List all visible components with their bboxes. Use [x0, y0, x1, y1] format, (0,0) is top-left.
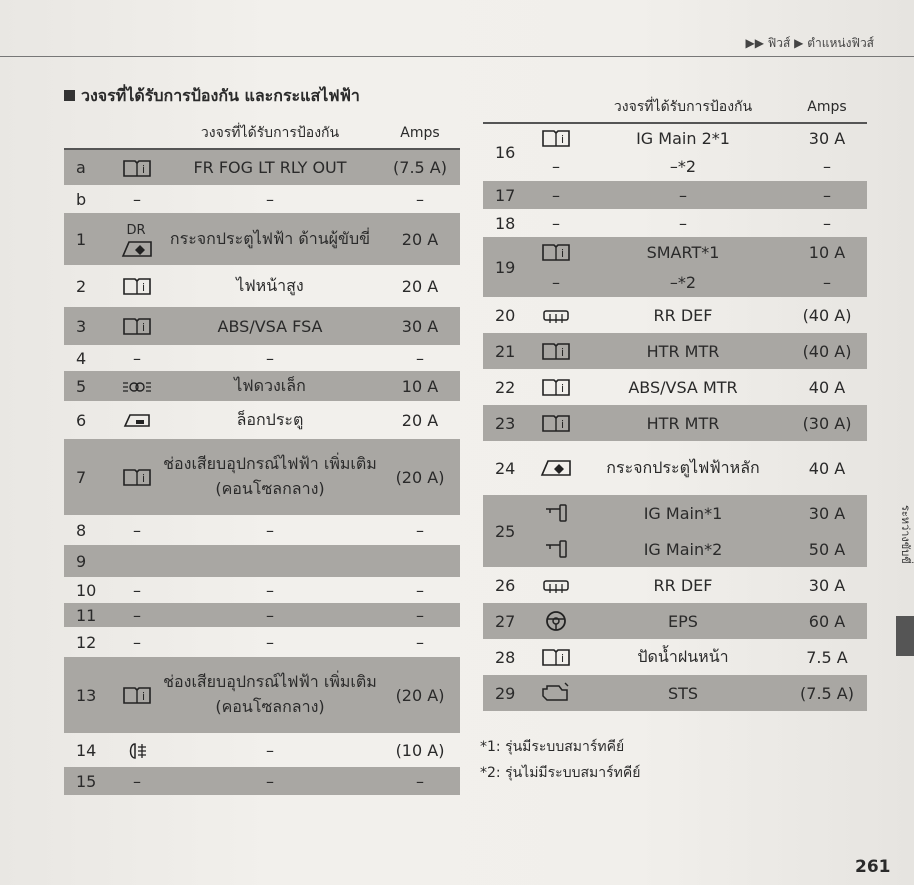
fuse-circuit: ช่องเสียบอุปกรณ์ไฟฟ้า เพิ่มเติม (คอนโซลกลาง) [160, 657, 380, 733]
fuse-number: 9 [64, 545, 114, 577]
fuse-number: 2 [76, 276, 87, 296]
fuse-amps: – [380, 603, 460, 627]
info-book-icon [114, 149, 160, 185]
fuse-number: 13 [64, 657, 114, 733]
fuse-row [483, 123, 867, 152]
fuse-circuit: – [266, 740, 274, 760]
svg-text:i: i [142, 472, 146, 486]
fuse-number: 19 [483, 237, 533, 297]
fuse-row [483, 237, 867, 267]
fuse-amps: – [416, 580, 424, 600]
fuse-amps: – [380, 767, 460, 795]
fuse-amps: (20 A) [380, 439, 460, 515]
fuse-number: 17 [483, 181, 533, 209]
fuse-circuit: IG Main*1 [579, 495, 787, 531]
fuse-amps: – [416, 348, 424, 368]
breadcrumb: ▶▶ ฟิวส์ ▶ ตำแหน่งฟิวส์ [745, 36, 874, 50]
fuse-number: a [64, 149, 114, 185]
fuse-circuit: IG Main*2 [579, 531, 787, 567]
fuse-row [483, 675, 867, 711]
fuse-circuit: HTR MTR [579, 333, 787, 369]
rear-defrost-icon [533, 297, 579, 333]
fuse-circuit: – [266, 580, 274, 600]
info-book-icon [533, 639, 579, 675]
svg-text:i: i [561, 346, 565, 360]
info-book-icon [533, 333, 579, 369]
fuse-number: 24 [495, 458, 516, 478]
fuse-circuit: IG Main 2*1 [636, 128, 730, 148]
fuse-circuit: ช่องเสียบอุปกรณ์ไฟฟ้า เพิ่มเติม (คอนโซลกลาง) [160, 439, 380, 515]
svg-text:i: i [561, 133, 565, 147]
col-circuit-header: วงจรที่ได้รับการป้องกัน [579, 92, 787, 123]
fuse-row [64, 603, 460, 627]
fuse-number: 8 [76, 520, 87, 540]
engine-icon [533, 675, 579, 711]
door-lock-icon [114, 401, 160, 439]
fuse-amps: – [787, 267, 867, 297]
side-tab [896, 616, 914, 656]
fuse-circuit: ไฟหน้าสูง [236, 275, 304, 295]
fuse-circuit: – [266, 189, 274, 209]
fuse-row [64, 545, 460, 577]
svg-text:i: i [142, 321, 146, 335]
fuse-amps: 20 A [380, 213, 460, 265]
fuse-amps: 50 A [787, 531, 867, 567]
fuse-circuit: –*2 [579, 267, 787, 297]
fuse-number: 1 [64, 213, 114, 265]
ignition-key-icon [533, 531, 579, 567]
fuse-amps: – [823, 157, 831, 176]
fuse-number: 12 [76, 632, 97, 652]
info-book-icon [533, 405, 579, 441]
svg-text:i: i [561, 247, 565, 261]
icon-cell: – [552, 157, 560, 176]
fuse-row [64, 657, 460, 733]
icon-cell: – [552, 213, 560, 233]
fuse-row [483, 639, 867, 675]
fuse-circuit: –*2 [669, 157, 697, 176]
fuse-amps: (30 A) [787, 405, 867, 441]
fuse-number: 15 [64, 767, 114, 795]
fuse-circuit: HTR MTR [579, 405, 787, 441]
fuse-row [64, 515, 460, 545]
info-book-icon [114, 265, 160, 307]
icon-cell [114, 545, 160, 577]
svg-text:i: i [561, 418, 565, 432]
fuse-amps: 30 A [787, 495, 867, 531]
fuse-row [483, 181, 867, 209]
icon-cell: – [133, 348, 141, 368]
fuse-row [483, 405, 867, 441]
col-amps-header: Amps [787, 92, 867, 123]
fuse-circuit: STS [579, 675, 787, 711]
fuse-amps: – [416, 189, 424, 209]
section-bullet-icon [64, 90, 75, 101]
fuse-number: 5 [64, 371, 114, 401]
fuse-number: 11 [64, 603, 114, 627]
fuse-amps: (7.5 A) [787, 675, 867, 711]
fuse-circuit: ล็อกประตู [236, 409, 304, 429]
fuse-row [64, 307, 460, 345]
icon-cell: – [133, 632, 141, 652]
fuse-circuit: – [679, 213, 687, 233]
icon-cell: – [133, 189, 141, 209]
svg-text:i: i [142, 690, 146, 704]
col-amps-header: Amps [380, 118, 460, 149]
fuse-circuit: ปัดน้ำฝนหน้า [637, 646, 729, 666]
fuse-circuit: ABS/VSA MTR [628, 377, 738, 397]
fuse-row [483, 297, 867, 333]
fuse-number: 7 [64, 439, 114, 515]
icon-cell: – [533, 267, 579, 297]
fuse-circuit: – [266, 348, 274, 368]
steering-icon [533, 603, 579, 639]
fuse-number: 23 [483, 405, 533, 441]
fuse-amps: 10 A [787, 237, 867, 267]
svg-text:i: i [142, 281, 146, 295]
power-window-icon [533, 441, 579, 495]
page-number: 261 [855, 857, 891, 877]
fuse-row [64, 371, 460, 401]
fuse-number: 4 [76, 348, 87, 368]
fuse-circuit: SMART*1 [579, 237, 787, 267]
fuse-number: 14 [76, 740, 97, 760]
fuse-row [64, 627, 460, 657]
info-book-icon [114, 307, 160, 345]
fuse-row [64, 733, 460, 767]
driver-window-icon: DR [114, 213, 160, 265]
fuse-amps: – [787, 181, 867, 209]
fuse-amps: – [416, 632, 424, 652]
fuse-row [64, 345, 460, 371]
fuse-amps: (40 A) [787, 333, 867, 369]
rear-fog-icon [114, 733, 160, 767]
ignition-key-icon [533, 495, 579, 531]
fuse-row [483, 495, 867, 531]
fuse-number: 28 [495, 647, 516, 667]
fuse-circuit [160, 545, 380, 577]
fuse-amps: (10 A) [395, 740, 445, 760]
fuse-circuit: – [579, 181, 787, 209]
fuse-number: 29 [483, 675, 533, 711]
fuse-number: 16 [495, 143, 516, 162]
fuse-circuit: กระจกประตูไฟฟ้า ด้านผู้ขับขี่ [160, 213, 380, 265]
fuse-row [483, 441, 867, 495]
fuse-row [483, 209, 867, 237]
fuse-row [483, 333, 867, 369]
fuse-circuit: – [266, 520, 274, 540]
fuse-amps: (7.5 A) [380, 149, 460, 185]
svg-text:i: i [142, 162, 146, 176]
fuse-circuit: ABS/VSA FSA [160, 307, 380, 345]
fuse-amps: 20 A [401, 410, 439, 430]
fuse-number: 22 [495, 377, 516, 397]
fuse-number: 6 [76, 410, 87, 430]
fuse-subrow [483, 152, 867, 181]
fuse-row [483, 603, 867, 639]
header-divider [0, 56, 914, 57]
icon-cell: – [133, 580, 141, 600]
fuse-circuit: RR DEF [653, 575, 713, 595]
fuse-amps: 30 A [808, 575, 846, 595]
section-title: วงจรที่ได้รับการป้องกัน และกระแสไฟฟ้า [81, 86, 360, 105]
fuse-amps [380, 545, 460, 577]
side-tab-label: ระหว่างขับขี่ [899, 505, 912, 564]
fuse-amps: (40 A) [802, 305, 852, 325]
fuse-circuit: ไฟดวงเล็ก [160, 371, 380, 401]
fuse-number: 3 [64, 307, 114, 345]
fuse-circuit: – [160, 767, 380, 795]
fuse-number: 26 [495, 575, 516, 595]
fuse-table-right [483, 92, 867, 711]
fuse-number: b [76, 189, 87, 209]
fuse-row [64, 265, 460, 307]
icon-cell: – [114, 767, 160, 795]
fuse-number: 20 [495, 305, 516, 325]
fuse-number: 18 [495, 213, 516, 233]
fuse-amps: 40 A [808, 458, 846, 478]
fuse-circuit: EPS [579, 603, 787, 639]
fuse-row [64, 401, 460, 439]
fuse-row [483, 567, 867, 603]
fuse-amps: (20 A) [380, 657, 460, 733]
rear-defrost-icon [533, 567, 579, 603]
fuse-row [64, 767, 460, 795]
fuse-number: 27 [483, 603, 533, 639]
info-book-icon [114, 439, 160, 515]
icon-cell: – [533, 181, 579, 209]
fuse-amps: 60 A [787, 603, 867, 639]
icon-cell: – [114, 603, 160, 627]
fuse-row [64, 185, 460, 213]
fuse-amps: 30 A [808, 128, 846, 148]
fuse-table-left [64, 118, 460, 795]
fuse-circuit: RR DEF [653, 305, 713, 325]
info-book-icon [533, 123, 579, 152]
fuse-subrow [483, 267, 867, 297]
fuse-circuit: – [266, 632, 274, 652]
info-book-icon [114, 657, 160, 733]
fuse-row [64, 577, 460, 603]
fuse-amps: – [416, 520, 424, 540]
fuse-circuit: FR FOG LT RLY OUT [160, 149, 380, 185]
svg-text:i: i [561, 382, 565, 396]
col-circuit-header: วงจรที่ได้รับการป้องกัน [160, 118, 380, 149]
fuse-row [483, 369, 867, 405]
fuse-amps: – [823, 213, 831, 233]
fuse-amps: 10 A [380, 371, 460, 401]
info-book-icon [533, 237, 579, 267]
fuse-number: 21 [483, 333, 533, 369]
info-book-icon [533, 369, 579, 405]
fuse-amps: 40 A [808, 377, 846, 397]
fuse-number: 10 [76, 580, 97, 600]
footnote-1: *1: รุ่นมีระบบสมาร์ทคีย์ [480, 739, 625, 755]
small-light-icon [114, 371, 160, 401]
fuse-row [64, 213, 460, 265]
fuse-amps: 30 A [380, 307, 460, 345]
fuse-circuit: – [160, 603, 380, 627]
fuse-subrow [483, 531, 867, 567]
fuse-amps: 20 A [401, 276, 439, 296]
fuse-row [64, 439, 460, 515]
svg-text:i: i [561, 652, 565, 666]
fuse-amps: 7.5 A [806, 647, 848, 667]
section-heading [64, 84, 360, 109]
icon-cell: – [133, 520, 141, 540]
fuse-circuit: กระจกประตูไฟฟ้าหลัก [606, 457, 760, 477]
fuse-number: 25 [483, 495, 533, 567]
fuse-row [64, 149, 460, 185]
footnote-2: *2: รุ่นไม่มีระบบสมาร์ทคีย์ [480, 765, 641, 781]
